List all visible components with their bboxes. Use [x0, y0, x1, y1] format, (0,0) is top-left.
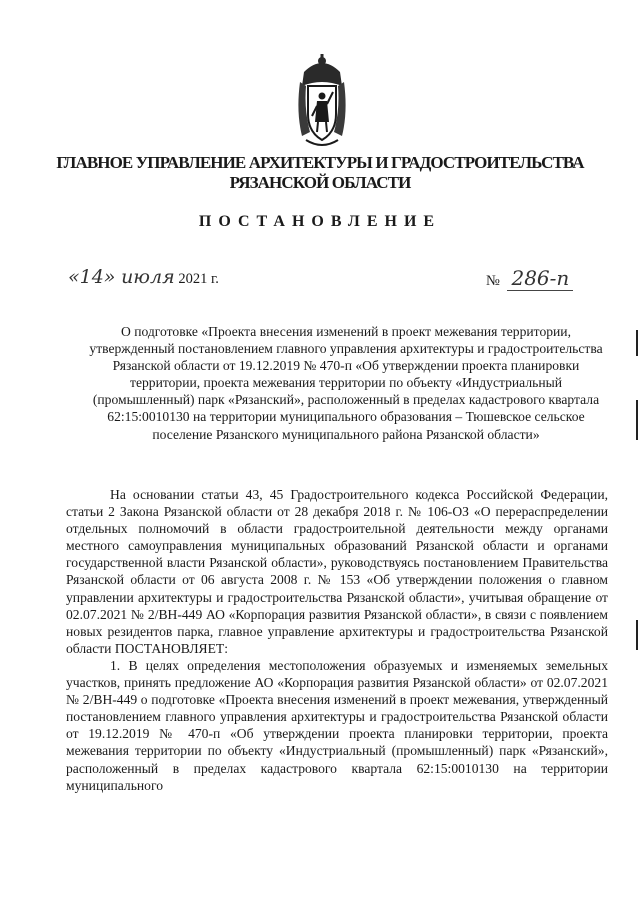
organization-header-line1: ГЛАВНОЕ УПРАВЛЕНИЕ АРХИТЕКТУРЫ И ГРАДОСТРОИТЕЛЬСТВА: [56, 153, 584, 172]
document-subject: О подготовке «Проекта внесения изменений в проект межевания территории, утвержденный постановлением главного управления архитектуры и градостроительства Рязанской области от 19.12.2019 № 470-п «Об утверждении проекта планировки территории, проекта межевания территории по объекту «Индустриальный (промышленный) парк «Рязанский», расположенный в пределах кадастрового квартала 62:15:0010130 на территории муниципального образования – Тюшевское сельское поселение Рязанского муниципального района Рязанской области»: [89, 324, 603, 442]
paragraph-basis: На основании статьи 43, 45 Градостроительного кодекса Российской Федерации, статьи 2 Закона Рязанской области от 28 декабря 2018 г. № 106-ОЗ «О перераспределении отдельных полномочий в области градостроительной деятельности между органами местного самоуправления муниципальных образований Рязанской области и органами государственной власти Рязанской области», руководствуясь постановлением Правительства Рязанской области от 06 августа 2008 г. № 153 «Об утверждении положения о главном управлении архитектуры и градостроительства Рязанской области», учитывая обращение от 02.07.2021 № 2/ВН-449 АО «Корпорация развития Рязанской области», в связи с появлением новых резидентов парка, главное управление архитектуры и градостроительства Рязанской области ПОСТАНОВЛЯЕТ:: [66, 487, 608, 656]
scan-edge-mark: [636, 400, 638, 440]
date-day: «14»: [68, 266, 116, 288]
document-date: [68, 266, 219, 288]
scan-edge-mark: [636, 330, 638, 356]
coat-of-arms-svg: [296, 52, 348, 152]
date-year: 2021 г.: [178, 271, 219, 287]
coat-of-arms-icon: [296, 52, 348, 152]
date-month: июля: [121, 266, 175, 288]
document-number: [486, 266, 573, 291]
scan-edge-mark: [636, 620, 638, 650]
paragraph-item-1: 1. В целях определения местоположения образуемых и изменяемых земельных участков, принять предложение АО «Корпорация развития Рязанской области» от 02.07.2021 № 2/ВН-449 о подготовке «Проекта внесения изменений в проект межевания, утвержденный постановлением главного управления архитектуры и градостроительства Рязанской области от 19.12.2019 № 470-п «Об утверждении проекта планировки территории, проекта межевания территории по объекту «Индустриальный (промышленный) парк «Рязанский», расположенный в пределах кадастрового квартала 62:15:0010130 на территории муниципального: [66, 658, 608, 793]
document-title: ПОСТАНОВЛЕНИЕ: [198, 213, 442, 230]
number-prefix: №: [486, 273, 500, 289]
number-value: 286-п: [507, 266, 573, 291]
organization-header-line2: РЯЗАНСКОЙ ОБЛАСТИ: [229, 173, 411, 192]
